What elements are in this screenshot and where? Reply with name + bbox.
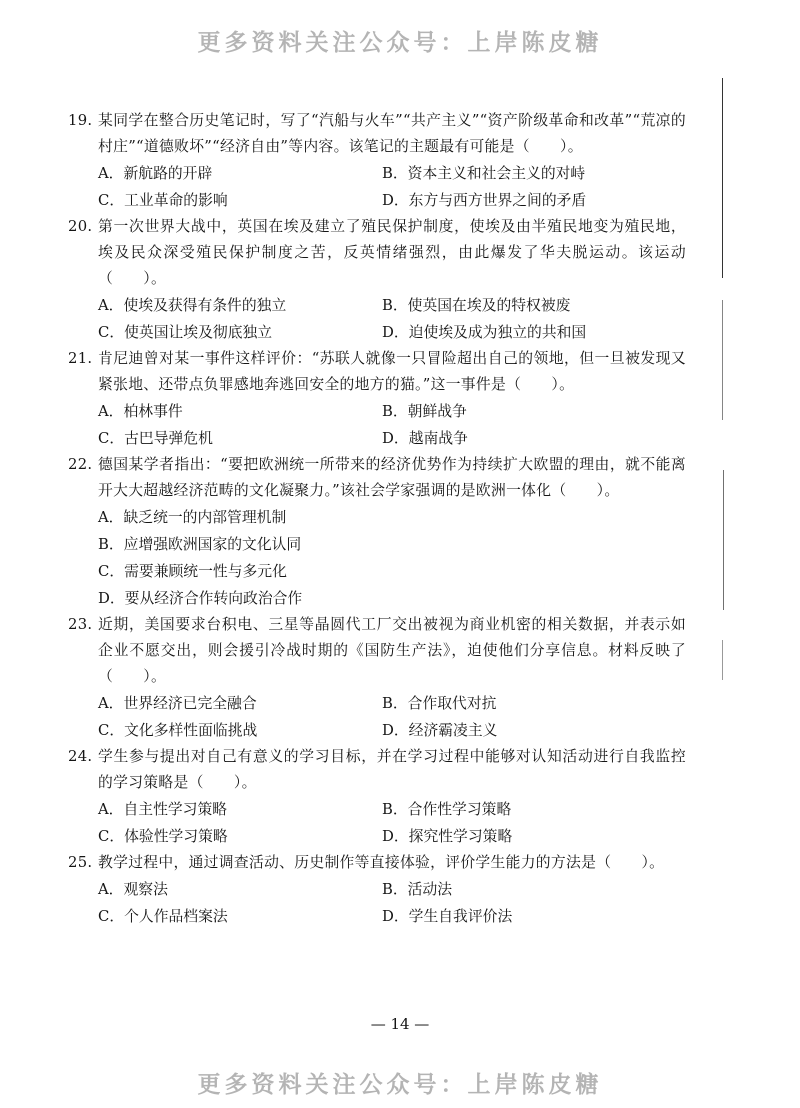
question-number: 20. bbox=[68, 218, 93, 235]
question-number: 21. bbox=[68, 350, 93, 367]
option-d: D．越南战争 bbox=[382, 430, 468, 447]
question-stem bbox=[68, 346, 686, 398]
option-d: D．经济霸凌主义 bbox=[382, 722, 498, 739]
watermark-bottom: 更多资料关注公众号：上岸陈皮糖 bbox=[197, 1072, 603, 1098]
option-c: C．个人作品档案法 bbox=[98, 908, 228, 925]
option-a: A．世界经济已完全融合 bbox=[98, 695, 257, 712]
question-19 bbox=[68, 108, 686, 214]
margin-scan-line bbox=[722, 78, 723, 278]
option-b: B．使英国在埃及的特权被废 bbox=[382, 297, 571, 314]
option-d: D．探究性学习策略 bbox=[382, 828, 513, 845]
margin-scan-line bbox=[723, 470, 724, 610]
option-c: C．使英国让埃及彻底独立 bbox=[98, 324, 273, 341]
question-22 bbox=[68, 452, 686, 612]
question-text: 第一次世界大战中，英国在埃及建立了殖民保护制度，使埃及由半殖民地变为殖民地，埃及民众深受殖民保护制度之苦，反英情绪强烈，由此爆发了华夫脱运动。该运动（ ）。 bbox=[98, 218, 686, 287]
question-24 bbox=[68, 744, 686, 850]
option-list bbox=[68, 504, 686, 612]
option-c: C．体验性学习策略 bbox=[98, 828, 228, 845]
question-stem bbox=[68, 108, 686, 160]
margin-scan-line bbox=[722, 300, 723, 420]
question-number: 23. bbox=[68, 616, 93, 633]
option-d: D．东方与西方世界之间的矛盾 bbox=[382, 192, 587, 209]
option-c: C．需要兼顾统一性与多元化 bbox=[98, 563, 287, 580]
option-b: B．资本主义和社会主义的对峙 bbox=[382, 165, 586, 182]
option-a: A．缺乏统一的内部管理机制 bbox=[98, 509, 287, 526]
margin-scan-line bbox=[722, 640, 723, 680]
option-a: A．自主性学习策略 bbox=[98, 801, 228, 818]
question-text: 德国某学者指出：“要把欧洲统一所带来的经济优势作为持续扩大欧盟的理由，就不能离开大大超越经济范畴的文化凝聚力。”该社会学家强调的是欧洲一体化（ ）。 bbox=[98, 456, 686, 499]
question-stem bbox=[68, 850, 686, 876]
option-grid bbox=[68, 690, 686, 744]
option-d: D．迫使埃及成为独立的共和国 bbox=[382, 324, 587, 341]
option-grid bbox=[68, 292, 686, 346]
question-25 bbox=[68, 850, 686, 930]
option-d: D．要从经济合作转向政治合作 bbox=[98, 590, 303, 607]
question-21 bbox=[68, 346, 686, 452]
page-number: — 14 — bbox=[370, 1015, 430, 1033]
option-a: A．新航路的开辟 bbox=[98, 165, 213, 182]
question-number: 22. bbox=[68, 456, 93, 473]
option-b: B．应增强欧洲国家的文化认同 bbox=[98, 536, 302, 553]
option-c: C．文化多样性面临挑战 bbox=[98, 722, 258, 739]
question-number: 19. bbox=[68, 112, 93, 129]
question-stem bbox=[68, 612, 686, 690]
option-a: A．观察法 bbox=[98, 881, 168, 898]
option-b: B．合作性学习策略 bbox=[382, 801, 512, 818]
option-grid bbox=[68, 398, 686, 452]
question-20 bbox=[68, 214, 686, 346]
question-23 bbox=[68, 612, 686, 744]
question-text: 近期，美国要求台积电、三星等晶圆代工厂交出被视为商业机密的相关数据，并表示如企业不愿交出，则会援引冷战时期的《国防生产法》，迫使他们分享信息。材料反映了（ ）。 bbox=[98, 616, 686, 685]
watermark-top: 更多资料关注公众号：上岸陈皮糖 bbox=[197, 30, 603, 56]
question-number: 25. bbox=[68, 854, 93, 871]
option-b: B．合作取代对抗 bbox=[382, 695, 497, 712]
question-text: 教学过程中，通过调查活动、历史制作等直接体验，评价学生能力的方法是（ ）。 bbox=[98, 854, 665, 871]
option-b: B．朝鲜战争 bbox=[382, 403, 467, 420]
exam-page-content bbox=[68, 108, 686, 930]
option-a: A．柏林事件 bbox=[98, 403, 183, 420]
question-text: 学生参与提出对自己有意义的学习目标，并在学习过程中能够对认知活动进行自我监控的学习策略是（ ）。 bbox=[98, 748, 686, 791]
question-stem bbox=[68, 214, 686, 292]
option-b: B．活动法 bbox=[382, 881, 453, 898]
option-grid bbox=[68, 796, 686, 850]
question-number: 24. bbox=[68, 748, 93, 765]
question-text: 某同学在整合历史笔记时，写了“汽船与火车”“共产主义”“资产阶级革命和改革”“荒凉的村庄”“道德败坏”“经济自由”等内容。该笔记的主题最有可能是（ ）。 bbox=[98, 112, 686, 155]
question-stem bbox=[68, 744, 686, 796]
question-stem bbox=[68, 452, 686, 504]
question-text: 肯尼迪曾对某一事件这样评价：“苏联人就像一只冒险超出自己的领地，但一旦被发现又紧张地、还带点负罪感地奔逃回安全的地方的猫。”这一事件是（ ）。 bbox=[98, 350, 686, 393]
option-d: D．学生自我评价法 bbox=[382, 908, 513, 925]
option-grid bbox=[68, 160, 686, 214]
option-c: C．工业革命的影响 bbox=[98, 192, 228, 209]
option-grid bbox=[68, 876, 686, 930]
option-c: C．古巴导弹危机 bbox=[98, 430, 213, 447]
option-a: A．使埃及获得有条件的独立 bbox=[98, 297, 287, 314]
